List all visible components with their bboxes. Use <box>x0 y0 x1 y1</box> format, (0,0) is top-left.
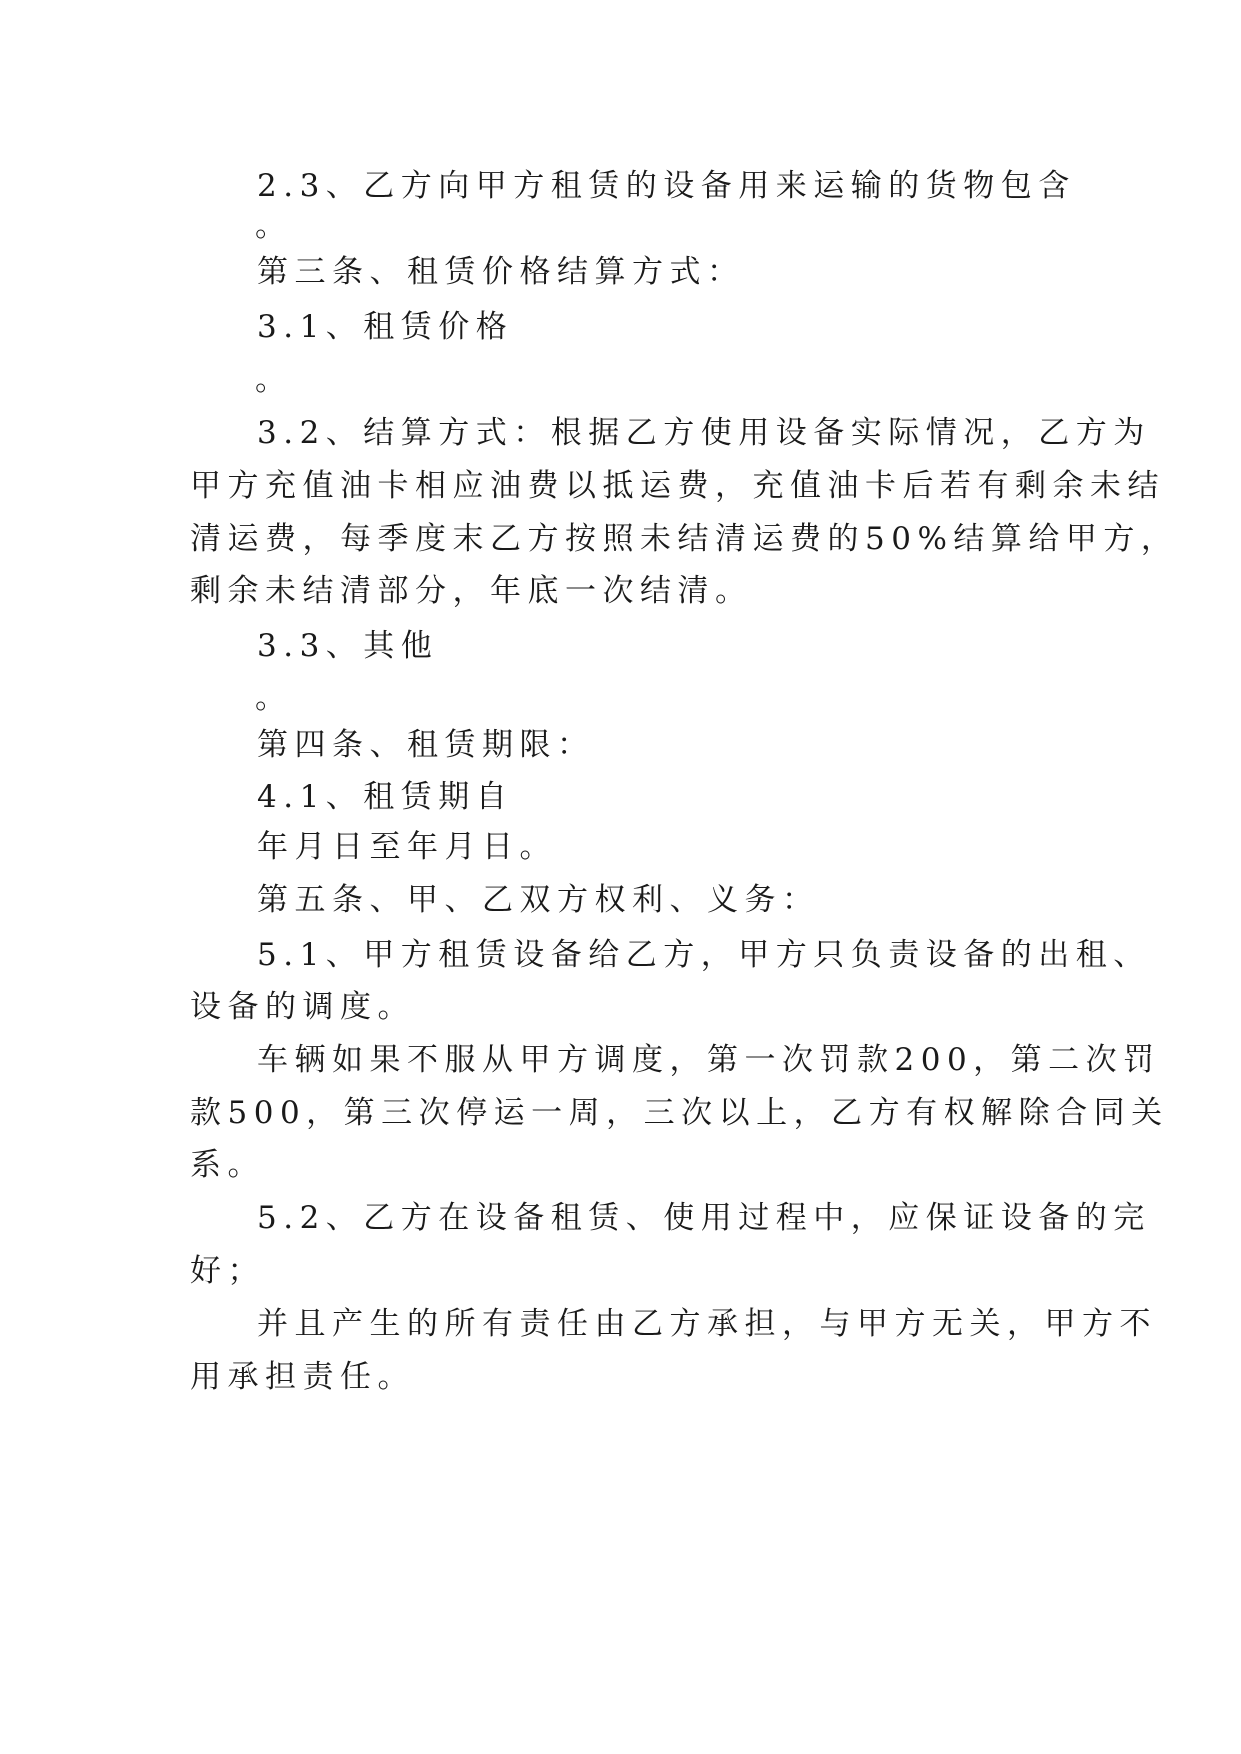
clause-3-2-line-4: 剩余未结清部分，年底一次结清。 <box>190 573 753 609</box>
clause-3-3-line: 3.3、其他 <box>257 628 439 664</box>
liability-line-2: 用承担责任。 <box>190 1359 415 1395</box>
penalty-line-2: 款500，第三次停运一周，三次以上，乙方有权解除合同关 <box>190 1095 1169 1131</box>
article-5-heading: 第五条、甲、乙双方权利、义务： <box>257 882 820 918</box>
clause-5-1-line-2: 设备的调度。 <box>190 989 415 1025</box>
article-3-heading: 第三条、租赁价格结算方式： <box>257 254 745 290</box>
clause-3-3-end: 。 <box>255 680 293 716</box>
clause-2-3-end: 。 <box>255 208 293 244</box>
clause-3-1-end: 。 <box>255 362 293 398</box>
clause-3-2-line-1: 3.2、结算方式：根据乙方使用设备实际情况，乙方为 <box>257 415 1151 451</box>
liability-line-1: 并且产生的所有责任由乙方承担，与甲方无关，甲方不 <box>257 1306 1157 1342</box>
clause-2-3-line: 2.3、乙方向甲方租赁的设备用来运输的货物包含 <box>257 168 1076 204</box>
clause-3-1-line: 3.1、租赁价格 <box>257 309 514 345</box>
penalty-line-3: 系。 <box>190 1147 265 1183</box>
penalty-line-1: 车辆如果不服从甲方调度，第一次罚款200，第二次罚 <box>257 1042 1161 1078</box>
clause-4-1-date: 年月日至年月日。 <box>257 829 557 865</box>
clause-5-2-line-1: 5.2、乙方在设备租赁、使用过程中，应保证设备的完 <box>257 1200 1151 1236</box>
clause-3-2-line-3: 清运费，每季度末乙方按照未结清运费的50%结算给甲方， <box>190 521 1179 557</box>
clause-4-1-line: 4.1、租赁期自 <box>257 779 514 815</box>
article-4-heading: 第四条、租赁期限： <box>257 727 595 763</box>
clause-3-2-line-2: 甲方充值油卡相应油费以抵运费，充值油卡后若有剩余未结 <box>190 468 1165 504</box>
clause-5-1-line-1: 5.1、甲方租赁设备给乙方，甲方只负责设备的出租、 <box>257 937 1151 973</box>
clause-5-2-line-2: 好； <box>190 1253 265 1289</box>
